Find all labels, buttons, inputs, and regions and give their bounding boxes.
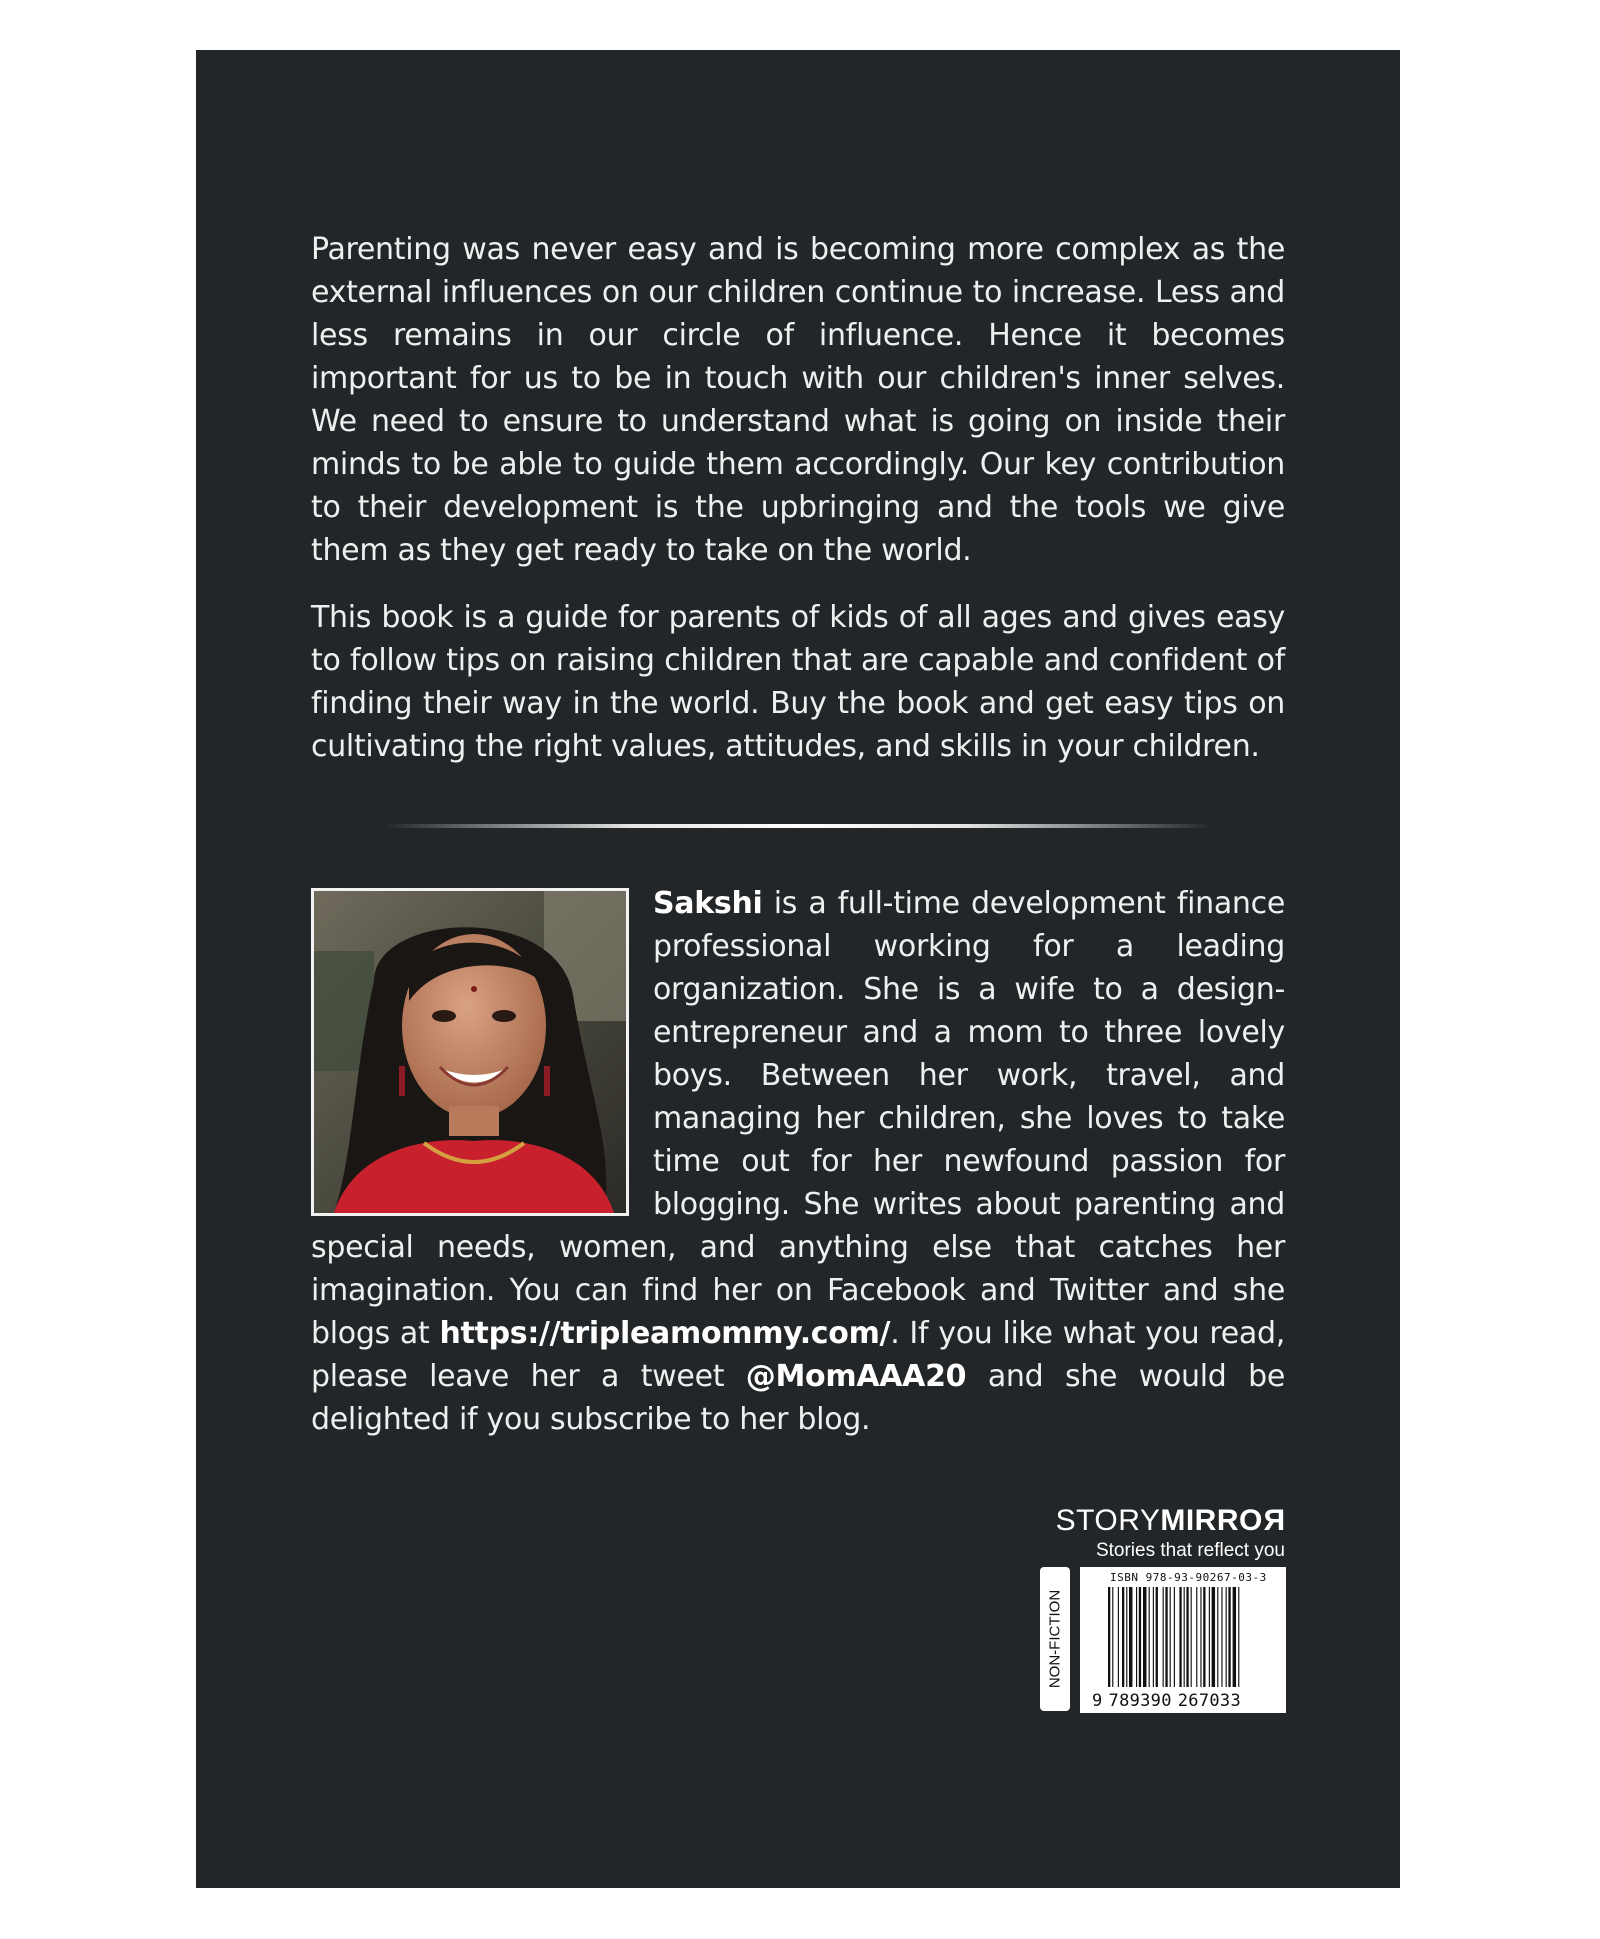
barcode-bar bbox=[1170, 1587, 1171, 1687]
barcode-bar bbox=[1153, 1587, 1154, 1687]
barcode-bar bbox=[1136, 1587, 1137, 1687]
barcode-bar bbox=[1226, 1587, 1227, 1687]
barcode-bar bbox=[1129, 1587, 1132, 1687]
barcode-bar bbox=[1200, 1587, 1201, 1687]
section-divider bbox=[384, 824, 1212, 828]
barcode-bar bbox=[1209, 1587, 1210, 1687]
barcode-bar bbox=[1221, 1587, 1222, 1687]
isbn-text: ISBN 978-93-90267-03-3 bbox=[1110, 1571, 1267, 1584]
barcode-digits-group-2: 267033 bbox=[1177, 1691, 1241, 1711]
barcode-bar bbox=[1149, 1587, 1150, 1687]
barcode-bar bbox=[1196, 1587, 1197, 1687]
barcode-bar bbox=[1118, 1587, 1119, 1687]
publisher-name-light: STORY bbox=[1055, 1504, 1161, 1537]
barcode-digit-first: 9 bbox=[1092, 1691, 1103, 1711]
barcode-bar bbox=[1139, 1587, 1141, 1687]
barcode-bar bbox=[1191, 1587, 1192, 1687]
barcode-bar bbox=[1108, 1587, 1110, 1687]
genre-label: NON-FICTION bbox=[1046, 1589, 1064, 1689]
book-blurb bbox=[311, 228, 1285, 768]
barcode-bar bbox=[1126, 1587, 1127, 1687]
barcode-bar bbox=[1174, 1587, 1175, 1687]
barcode-bar bbox=[1238, 1587, 1239, 1687]
publisher-name-bold: MIRRO bbox=[1160, 1504, 1263, 1537]
twitter-handle[interactable]: @MomAAA20 bbox=[745, 1359, 967, 1394]
barcode-bar bbox=[1122, 1587, 1124, 1687]
barcode-bar bbox=[1186, 1587, 1188, 1687]
author-bio-part-1: is a full-time development finance professional working for a leading organization. She is a wife to a design-entrepreneur and a mom to three lovely boys. Between her work, travel, and managing her children, she loves to take time out for her newfound passion for blogging. She writes about parenting and special needs, women, and anything else that catches her imagination. You can find her on Facebook and Twitter and she blogs at bbox=[311, 886, 1285, 1351]
publisher-logo bbox=[1056, 1504, 1285, 1562]
author-section bbox=[311, 882, 1285, 1441]
barcode-bar bbox=[1179, 1587, 1181, 1687]
barcode-bar bbox=[1165, 1587, 1167, 1687]
barcode-bar bbox=[1156, 1587, 1158, 1687]
barcode-bar bbox=[1184, 1587, 1185, 1687]
barcode-bars bbox=[1108, 1587, 1282, 1687]
blurb-paragraph-2: This book is a guide for parents of kids of all ages and gives easy to follow tips on raising children that are capable and confident of finding their way in the world. Buy the book and get easy tips on cultivating the right values, attitudes, and skills in your children. bbox=[311, 600, 1285, 764]
isbn-barcode bbox=[1080, 1567, 1286, 1713]
author-name: Sakshi bbox=[653, 886, 763, 921]
publisher-tagline: Stories that reflect you bbox=[1095, 1540, 1285, 1561]
barcode-bar bbox=[1228, 1587, 1230, 1687]
barcode-bar bbox=[1112, 1587, 1113, 1687]
blurb-paragraph-1: Parenting was never easy and is becoming more complex as the external influences on our children continue to increase. Less and less remains in our circle of influence. Hence it becomes important for us to be in touch with our children's inner selves. We need to ensure to understand what is going on inside their minds to be able to guide them accordingly. Our key contribution to their development is the upbringing and the tools we give them as they get ready to take on the world. bbox=[311, 232, 1285, 568]
author-photo bbox=[311, 888, 629, 1216]
barcode-bar bbox=[1203, 1587, 1205, 1687]
genre-label-box bbox=[1040, 1567, 1070, 1711]
author-bio-part-2: . If you like what you read, please leave her a tweet bbox=[311, 1316, 1285, 1394]
barcode-bar bbox=[1233, 1587, 1236, 1687]
barcode-bar bbox=[1212, 1587, 1215, 1687]
author-bio-part-3: and she would be delighted if you subscribe to her blog. bbox=[311, 1359, 1285, 1437]
barcode-bar bbox=[1217, 1587, 1218, 1687]
publisher-name bbox=[1056, 1504, 1285, 1538]
publisher-name-mirrored-letter: R bbox=[1262, 1504, 1285, 1537]
barcode-digits-group-1: 789390 bbox=[1108, 1691, 1172, 1711]
barcode-bar bbox=[1163, 1587, 1164, 1687]
barcode-digits bbox=[1092, 1691, 1241, 1711]
barcode-bar bbox=[1143, 1587, 1146, 1687]
blog-link[interactable]: https://tripleamommy.com/ bbox=[439, 1316, 891, 1351]
